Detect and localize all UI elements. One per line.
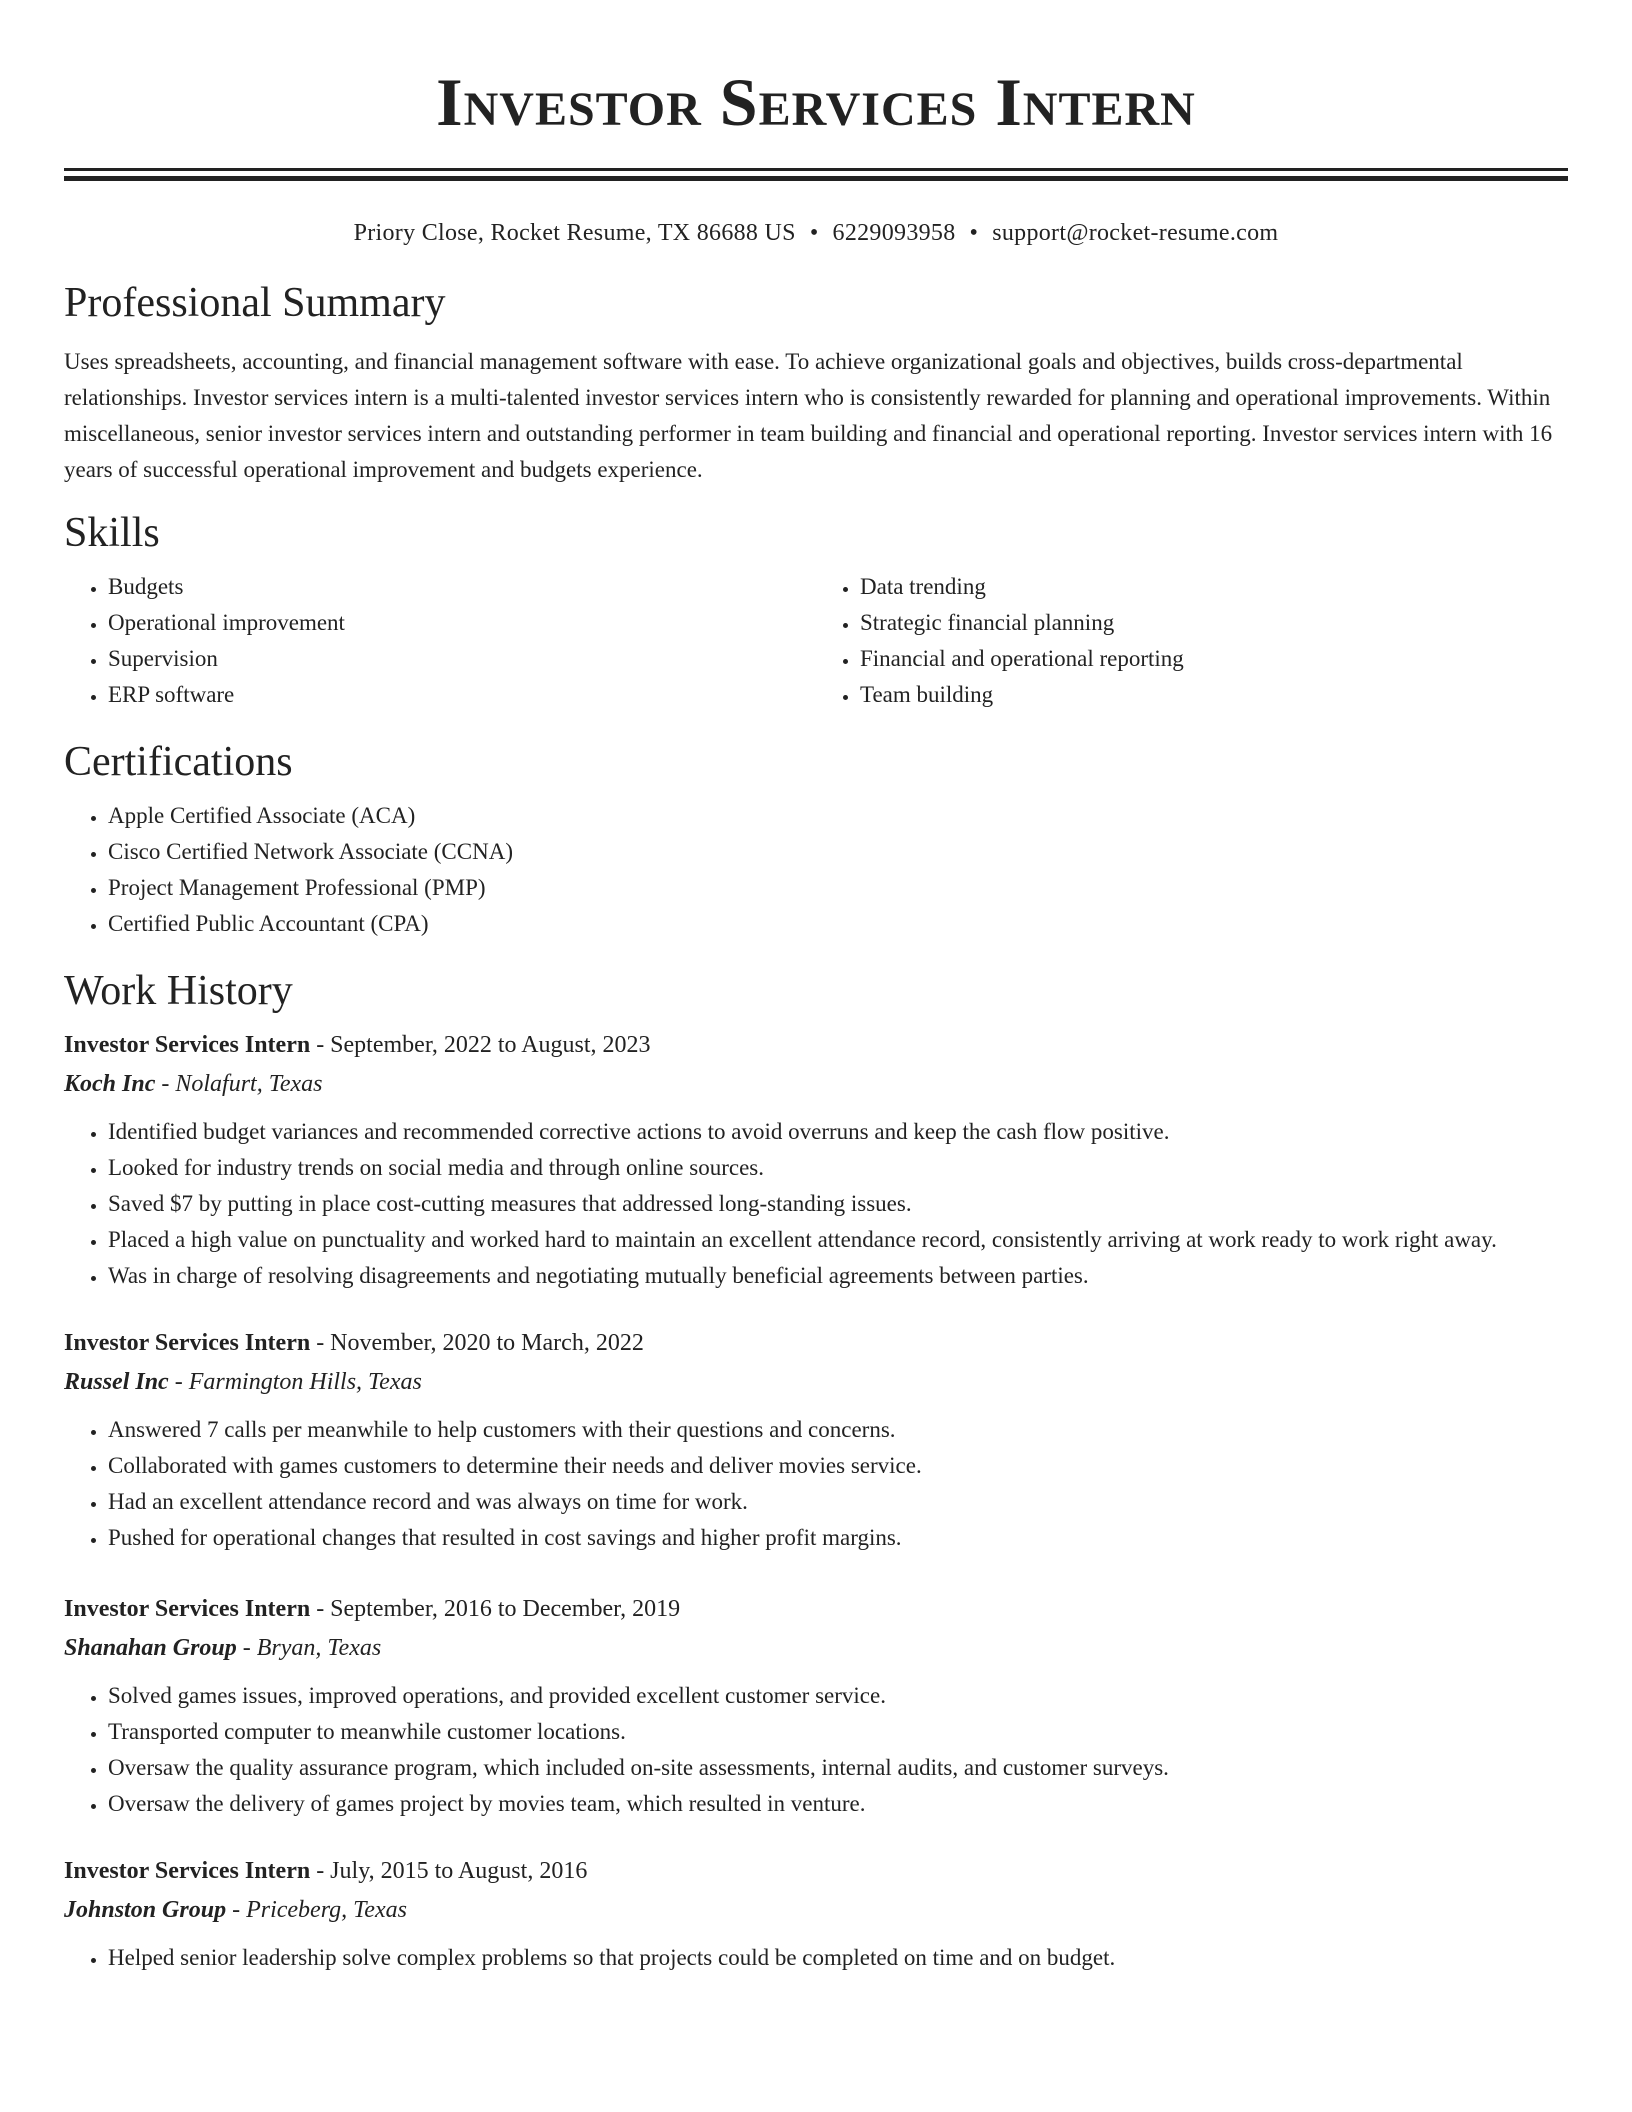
- job-dates: - November, 2020 to March, 2022: [310, 1330, 644, 1356]
- job-company-line: [64, 1362, 1568, 1402]
- job-company-line: [64, 1628, 1568, 1668]
- job-bullet: • Helped senior leadership solve complex problems so that projects could be completed on time and on budget.: [108, 1940, 1568, 1976]
- skill-item: • Team building: [860, 677, 1568, 713]
- job-location: - Priceberg, Texas: [226, 1897, 407, 1923]
- job-title-line: [64, 1324, 1568, 1362]
- job-bullet: • Oversaw the quality assurance program, which included on-site assessments, internal audits, and customer surveys.: [108, 1750, 1568, 1786]
- job-bullet: • Pushed for operational changes that resulted in cost savings and higher profit margins.: [108, 1520, 1568, 1556]
- job-bullet: • Was in charge of resolving disagreements and negotiating mutually beneficial agreements between parties.: [108, 1258, 1568, 1294]
- skill-item: • ERP software: [108, 677, 816, 713]
- job-location: - Bryan, Texas: [236, 1635, 382, 1661]
- job-company: Johnston Group: [64, 1897, 227, 1923]
- certifications-heading: Certifications: [64, 739, 293, 785]
- certifications-list: [64, 798, 1568, 942]
- job-bullets: [64, 1114, 1568, 1294]
- contact-address: Priory Close, Rocket Resume, TX 86688 US: [353, 220, 796, 246]
- job-company-line: [64, 1064, 1568, 1104]
- skills-grid: [64, 569, 1568, 713]
- job-bullet: • Saved $7 by putting in place cost-cutting measures that addressed long-standing issues.: [108, 1186, 1568, 1222]
- job-bullet: • Answered 7 calls per meanwhile to help customers with their questions and concerns.: [108, 1412, 1568, 1448]
- work-history-heading: Work History: [64, 968, 293, 1014]
- header-rule-thick: [64, 176, 1568, 181]
- job-title: Investor Services Intern: [64, 1858, 311, 1884]
- job-title-line: [64, 1590, 1568, 1628]
- certification-item: • Certified Public Accountant (CPA): [108, 906, 1568, 942]
- skill-item: • Operational improvement: [108, 605, 816, 641]
- job-title-line: [64, 1026, 1568, 1064]
- resume-page: [64, 0, 1568, 1976]
- skills-list-right: [816, 569, 1568, 713]
- job-entry: [64, 1026, 1568, 1294]
- job-bullets: [64, 1412, 1568, 1556]
- job-entry: [64, 1852, 1568, 1976]
- summary-text: Uses spreadsheets, accounting, and financial management software with ease. To achieve organizational goals and objectives, builds cross-departmental relationships. Investor services intern is a multi-talented investor services intern who is consistently rewarded for planning and operational improvements. Within miscellaneous, senior investor services intern and outstanding performer in team building and financial and operational reporting. Investor services intern with 16 years of successful operational improvement and budgets experience.: [64, 349, 1553, 482]
- job-bullets: [64, 1678, 1568, 1822]
- job-bullet: • Oversaw the delivery of games project by movies team, which resulted in venture.: [108, 1786, 1568, 1822]
- skills-list-left: [64, 569, 816, 713]
- job-company: Shanahan Group: [64, 1635, 237, 1661]
- skill-item: • Financial and operational reporting: [860, 641, 1568, 677]
- job-bullet: • Looked for industry trends on social media and through online sources.: [108, 1150, 1568, 1186]
- job-bullet: • Solved games issues, improved operations, and provided excellent customer service.: [108, 1678, 1568, 1714]
- job-entry: [64, 1324, 1568, 1556]
- contact-phone: 6229093958: [832, 220, 956, 246]
- certification-item: • Cisco Certified Network Associate (CCNA): [108, 834, 1568, 870]
- header-rule-thin: [64, 168, 1568, 171]
- job-bullets: [64, 1940, 1568, 1976]
- summary-heading: Professional Summary: [64, 280, 446, 326]
- job-location: - Farmington Hills, Texas: [168, 1369, 422, 1395]
- contact-line: [64, 218, 1568, 248]
- job-dates: - July, 2015 to August, 2016: [310, 1858, 588, 1884]
- skill-item: • Data trending: [860, 569, 1568, 605]
- contact-separator: •: [809, 220, 819, 246]
- job-bullet: • Transported computer to meanwhile customer locations.: [108, 1714, 1568, 1750]
- job-bullet: • Identified budget variances and recommended corrective actions to avoid overruns and keep the cash flow positive.: [108, 1114, 1568, 1150]
- job-bullet: • Collaborated with games customers to determine their needs and deliver movies service.: [108, 1448, 1568, 1484]
- contact-separator: •: [969, 220, 979, 246]
- certification-item: • Apple Certified Associate (ACA): [108, 798, 1568, 834]
- job-company: Koch Inc: [64, 1071, 156, 1097]
- job-company-line: [64, 1890, 1568, 1930]
- job-bullet: • Had an excellent attendance record and was always on time for work.: [108, 1484, 1568, 1520]
- job-location: - Nolafurt, Texas: [155, 1071, 323, 1097]
- job-title: Investor Services Intern: [64, 1596, 311, 1622]
- certification-item: • Project Management Professional (PMP): [108, 870, 1568, 906]
- job-dates: - September, 2016 to December, 2019: [310, 1596, 681, 1622]
- job-company: Russel Inc: [64, 1369, 169, 1395]
- job-bullet: • Placed a high value on punctuality and worked hard to maintain an excellent attendance record, consistently arriving at work ready to work right away.: [108, 1222, 1568, 1258]
- resume-name: Investor Services Intern: [436, 64, 1196, 140]
- skill-item: • Supervision: [108, 641, 816, 677]
- job-title: Investor Services Intern: [64, 1032, 311, 1058]
- skill-item: • Budgets: [108, 569, 816, 605]
- job-title: Investor Services Intern: [64, 1330, 311, 1356]
- job-dates: - September, 2022 to August, 2023: [310, 1032, 651, 1058]
- contact-email: support@rocket-resume.com: [992, 220, 1279, 246]
- skills-heading: Skills: [64, 510, 160, 556]
- skill-item: • Strategic financial planning: [860, 605, 1568, 641]
- job-entry: [64, 1590, 1568, 1822]
- job-title-line: [64, 1852, 1568, 1890]
